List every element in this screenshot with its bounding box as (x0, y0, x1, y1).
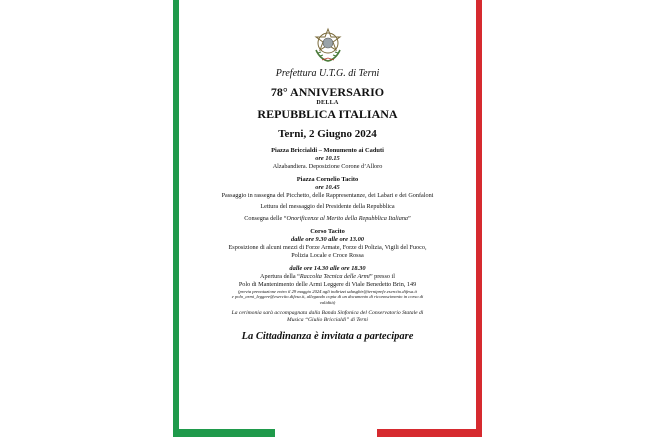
desc-apertura-suffix: ” presso il (369, 273, 395, 281)
poster-content (191, 26, 464, 343)
desc-onorificenze (191, 215, 464, 223)
desc-esposizione-2: Polizia Locale e Croce Rossa (291, 251, 364, 259)
red-border-stripe (472, 0, 482, 437)
location-corso-tacito: Corso Tacito (310, 227, 345, 235)
time-1430-1830: dalle ore 14.30 alle ore 18.30 (289, 265, 366, 273)
booking-note-3: validità) (319, 299, 336, 305)
booking-note-1: (previa prenotazione entro il 29 maggio 2024 agli indirizzi udasgbir@terniprefe.esercito.difesa.it (238, 288, 417, 294)
desc-rassegna: Passaggio in rassegna del Picchetto, delle Rappresentanze, dei Labari e dei Gonfaloni (221, 191, 434, 199)
desc-alzabandiera: Alzabandiera. Deposizione Corone d’Alloro (272, 162, 383, 170)
location-tacito-square: Piazza Cornelio Tacito (296, 175, 359, 183)
band-note-name: Giulio Briccialdi (308, 317, 347, 324)
desc-polo: Polo di Mantenimento delle Armi Leggere di Viale Benedetto Brin, 149 (238, 281, 417, 288)
booking-note-2: e polo_armi_leggere@esercito.difesa.it, allegando copia di un documento di riconoscimento in corso di (231, 294, 424, 300)
time-0930-1300: dalle ore 9.30 alle ore 13.00 (291, 235, 364, 243)
desc-onorificenze-prefix: Consegna delle “ (244, 215, 287, 222)
title-della: DELLA (316, 99, 339, 106)
desc-onorificenze-suffix: ” (408, 215, 411, 222)
anniversary-title: 78° ANNIVERSARIO (270, 84, 385, 99)
desc-messaggio: Lettura del messaggio del Presidente della Repubblica (260, 203, 395, 211)
band-note-prefix: Musica “ (287, 317, 309, 324)
green-border-stripe (173, 0, 183, 437)
location-briccialdi: Piazza Briccialdi – Monumento ai Caduti (271, 146, 384, 154)
desc-apertura-prefix: Apertura della “ (260, 273, 300, 281)
desc-onorificenze-title: Onorificenze al Merito della Repubblica Italiana (286, 215, 409, 222)
desc-apertura-title: Raccolta Tecnica delle Armi (299, 273, 370, 281)
desc-apertura (191, 273, 464, 281)
band-note-2 (191, 317, 464, 324)
prefecture-name: Prefettura U.T.G. di Terni (275, 68, 380, 79)
band-note-suffix: ” di Terni (346, 317, 368, 324)
time-1015: ore 10.15 (315, 154, 340, 162)
band-note-1: La cerimonia sarà accompagnata dalla Banda Sinfonica del Conservatorio Statale di (231, 310, 424, 317)
bottom-border-stripe (173, 429, 482, 437)
time-1045: ore 10.45 (315, 183, 340, 191)
poster (173, 0, 482, 437)
desc-esposizione-1: Esposizione di alcuni mezzi di Forze Armate, Forze di Polizia, Vigili del Fuoco, (228, 243, 427, 251)
invitation-text: La Cittadinanza è invitata a partecipare (241, 331, 414, 343)
republic-title: REPUBBLICA ITALIANA (257, 107, 398, 121)
event-date: Terni, 2 Giugno 2024 (278, 128, 377, 140)
italian-republic-emblem-icon (311, 26, 345, 64)
